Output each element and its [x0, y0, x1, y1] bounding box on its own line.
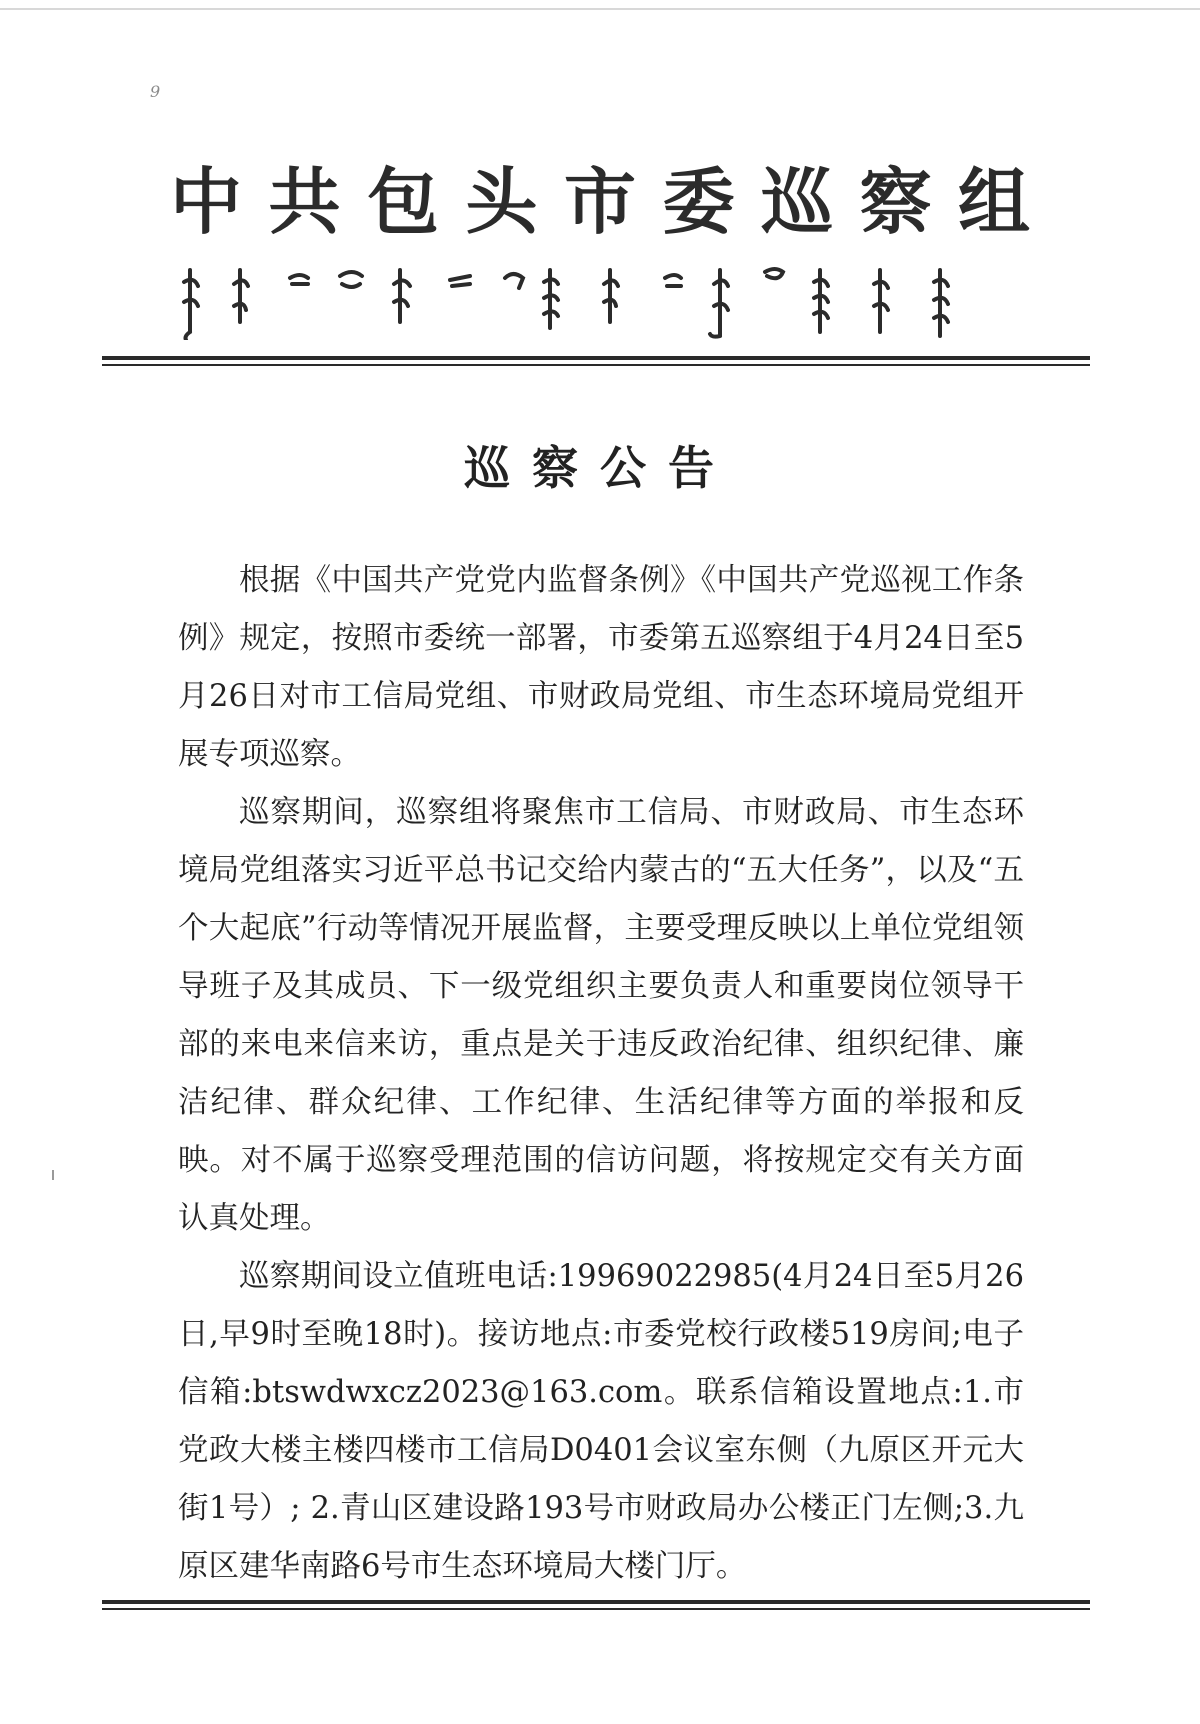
notice-body — [178, 552, 1024, 1596]
scan-speck — [52, 1170, 54, 1180]
org-title: 中共包头市委巡察组 — [170, 159, 1030, 244]
paragraph-basis: 根据《中国共产党党内监督条例》《中国共产党巡视工作条例》规定，按照市委统一部署，市委第五巡察组于4月24日至5月26日对市工信局党组、市财政局党组、市生态环境局党组开展专项巡察。 — [178, 563, 1024, 772]
notice-title: 巡察公告 — [464, 441, 736, 495]
mongolian-glyphs — [184, 269, 948, 340]
header-divider — [102, 356, 1090, 366]
mongolian-script-emblem — [180, 262, 1020, 340]
paragraph-contact: 巡察期间设立值班电话:19969022985(4月24日至5月26日,早9时至晚18时)。接访地点:市委党校行政楼519房间;电子信箱:btswdwxcz2023@163.com。联系信箱设置地点:1.市党政大楼主楼四楼市工信局D0401会议室东侧（九原区开元大街1号）; 2.青山区建设路193号市财政局办公楼正门左侧;3.九原区建华南路6号市生态环境局大楼门厅。 — [178, 1259, 1024, 1584]
page-mark: 9 — [150, 82, 161, 101]
paragraph-scope: 巡察期间，巡察组将聚焦市工信局、市财政局、市生态环境局党组落实习近平总书记交给内蒙古的“五大任务”，以及“五个大起底”行动等情况开展监督，主要受理反映以上单位党组领导班子及其成员、下一级党组织主要负责人和重要岗位领导干部的来电来信来访，重点是关于违反政治纪律、组织纪律、廉洁纪律、群众纪律、工作纪律、生活纪律等方面的举报和反映。对不属于巡察受理范围的信访问题，将按规定交有关方面认真处理。 — [178, 795, 1024, 1236]
footer-divider — [102, 1600, 1090, 1610]
scan-top-edge — [0, 8, 1200, 10]
